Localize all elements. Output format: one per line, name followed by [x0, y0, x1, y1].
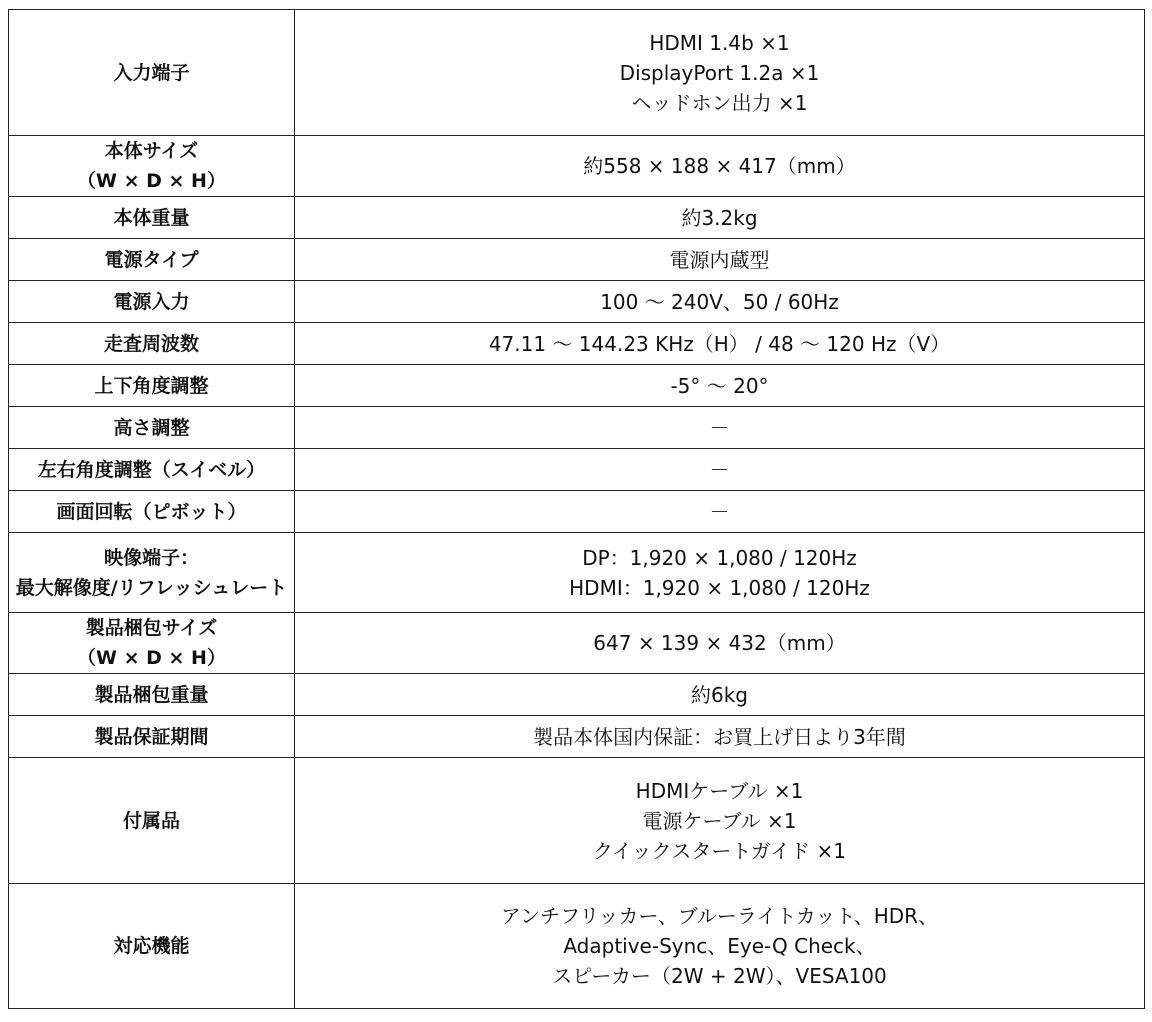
- table-row: [9, 281, 1145, 323]
- spec-value: 約6kg: [295, 674, 1145, 716]
- table-row: [9, 365, 1145, 407]
- spec-label: 左右角度調整（スイベル）: [9, 449, 295, 491]
- table-row: [9, 491, 1145, 533]
- table-row: [9, 407, 1145, 449]
- spec-value: 47.11 ～ 144.23 KHz（H） / 48 ～ 120 Hz（V）: [295, 323, 1145, 365]
- table-row: [9, 716, 1145, 758]
- spec-value: 製品本体国内保証：お買上げ日より3年間: [295, 716, 1145, 758]
- spec-label: 高さ調整: [9, 407, 295, 449]
- table-row: [9, 323, 1145, 365]
- spec-label: 本体重量: [9, 197, 295, 239]
- table-row: [9, 884, 1145, 1009]
- spec-value: アンチフリッカー、ブルーライトカット、HDR、 Adaptive-Sync、Eye-Q Check、 スピーカー（2W + 2W）、VESA100: [295, 884, 1145, 1009]
- table-row: [9, 449, 1145, 491]
- table-row: [9, 10, 1145, 136]
- spec-table: [8, 9, 1145, 1009]
- table-row: [9, 197, 1145, 239]
- table-row: [9, 239, 1145, 281]
- spec-label: 付属品: [9, 758, 295, 884]
- spec-value: -5° ～ 20°: [295, 365, 1145, 407]
- table-row: [9, 136, 1145, 197]
- spec-label: 映像端子： 最大解像度/リフレッシュレート: [9, 533, 295, 613]
- spec-label: 製品梱包重量: [9, 674, 295, 716]
- spec-value: －: [295, 449, 1145, 491]
- spec-label: 製品保証期間: [9, 716, 295, 758]
- spec-value: 約3.2kg: [295, 197, 1145, 239]
- spec-value: 約558 × 188 × 417（mm）: [295, 136, 1145, 197]
- table-row: [9, 613, 1145, 674]
- table-row: [9, 674, 1145, 716]
- spec-value: 647 × 139 × 432（mm）: [295, 613, 1145, 674]
- spec-label: 画面回転（ピボット）: [9, 491, 295, 533]
- spec-value: HDMI 1.4b ×1 DisplayPort 1.2a ×1 ヘッドホン出力 ×1: [295, 10, 1145, 136]
- spec-label: 電源タイプ: [9, 239, 295, 281]
- spec-label: 対応機能: [9, 884, 295, 1009]
- table-row: [9, 758, 1145, 884]
- spec-value: －: [295, 491, 1145, 533]
- spec-value: DP：1,920 × 1,080 / 120Hz HDMI：1,920 × 1,080 / 120Hz: [295, 533, 1145, 613]
- spec-label: 電源入力: [9, 281, 295, 323]
- spec-value: HDMIケーブル ×1 電源ケーブル ×1 クイックスタートガイド ×1: [295, 758, 1145, 884]
- spec-label: 上下角度調整: [9, 365, 295, 407]
- table-row: [9, 533, 1145, 613]
- spec-value: 100 ～ 240V、50 / 60Hz: [295, 281, 1145, 323]
- spec-label: 走査周波数: [9, 323, 295, 365]
- spec-label: 入力端子: [9, 10, 295, 136]
- spec-label: 製品梱包サイズ （W × D × H）: [9, 613, 295, 674]
- spec-value: 電源内蔵型: [295, 239, 1145, 281]
- spec-value: －: [295, 407, 1145, 449]
- spec-label: 本体サイズ （W × D × H）: [9, 136, 295, 197]
